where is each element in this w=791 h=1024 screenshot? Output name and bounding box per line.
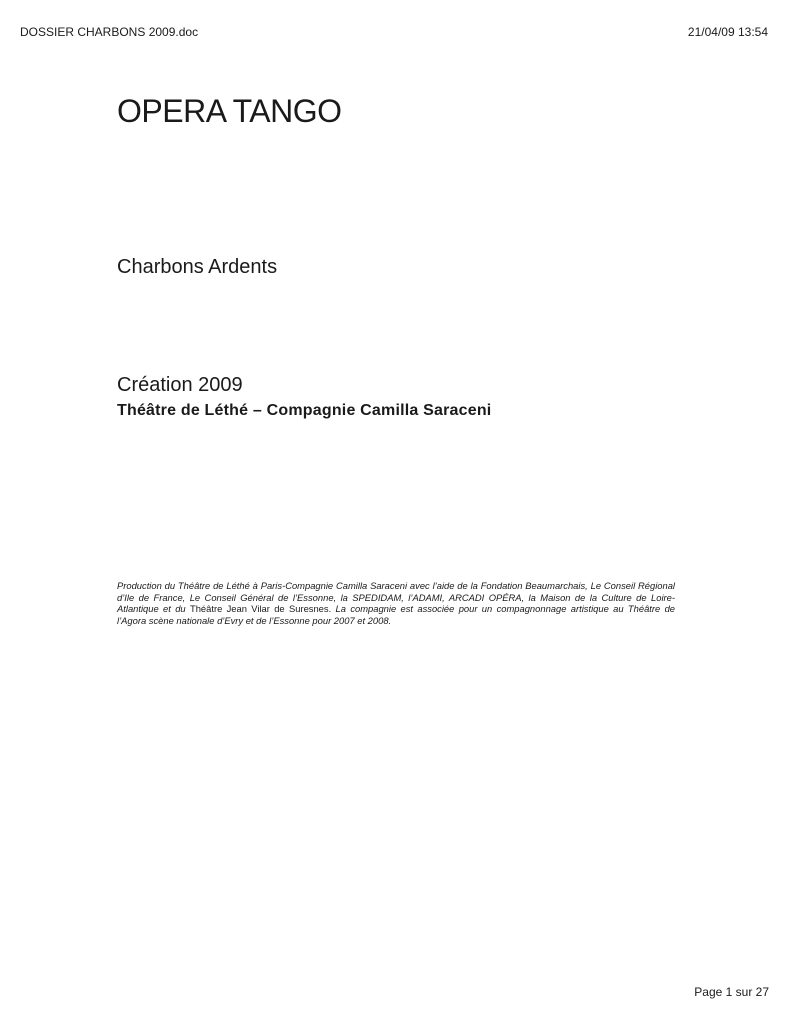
page-number: Page 1 sur 27	[694, 985, 769, 999]
document-title: OPERA TANGO	[117, 93, 342, 129]
production-credits-part2: Théâtre Jean Vilar de Suresnes.	[189, 603, 332, 614]
production-credits-part3: La compagnie est associée pour un compagnonnage artistique au Théâtre de l’Agora scène nationale d’Evry et de l’Essonne pour 2007 et 2008.	[117, 603, 675, 626]
print-header-filename: DOSSIER CHARBONS 2009.doc	[20, 25, 199, 39]
print-header-datetime: 21/04/09 13:54	[687, 25, 768, 39]
company-name: Théâtre de Léthé – Compagnie Camilla Saraceni	[117, 402, 492, 419]
creation-year: Création 2009	[117, 374, 243, 396]
production-credits-part1: Production du Théâtre de Léthé à Paris-Compagnie Camilla Saraceni avec l’aide de la Fondation Beaumarchais, Le Conseil Régional d’Ile de France, Le Conseil Général de l’Essonne, la SPEDIDAM, l’ADAMI, ARCADI OPÉRA, la Maison de la Culture de Loire-Atlantique et du	[117, 580, 675, 614]
production-credits	[117, 580, 675, 626]
document-subtitle: Charbons Ardents	[117, 256, 278, 278]
